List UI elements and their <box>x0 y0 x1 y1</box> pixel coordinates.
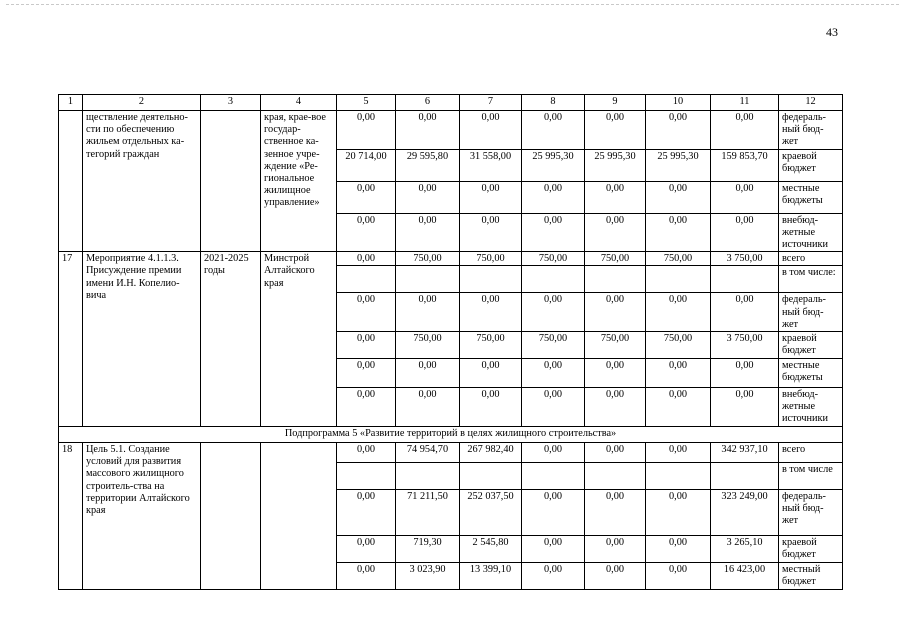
value-cell <box>396 266 460 293</box>
value-cell: 0,00 <box>522 536 585 563</box>
value-cell: 0,00 <box>337 388 396 427</box>
value-cell: 0,00 <box>646 359 711 388</box>
value-cell: 0,00 <box>337 563 396 590</box>
column-header: 11 <box>711 95 779 111</box>
funding-source-cell: всего <box>779 252 843 266</box>
value-cell: 0,00 <box>585 111 646 150</box>
value-cell <box>460 266 522 293</box>
value-cell: 159 853,70 <box>711 149 779 181</box>
funding-source-cell: внебюд-жетные источники <box>779 213 843 252</box>
value-cell: 0,00 <box>585 359 646 388</box>
funding-source-cell: краевой бюджет <box>779 149 843 181</box>
value-cell: 0,00 <box>396 111 460 150</box>
value-cell: 0,00 <box>585 490 646 536</box>
table-row <box>59 252 843 266</box>
value-cell: 0,00 <box>460 293 522 332</box>
page-number: 43 <box>826 25 838 39</box>
value-cell: 0,00 <box>396 181 460 213</box>
value-cell: 0,00 <box>337 181 396 213</box>
value-cell: 0,00 <box>711 293 779 332</box>
funding-source-cell: местные бюджеты <box>779 181 843 213</box>
value-cell <box>522 463 585 490</box>
value-cell: 0,00 <box>522 213 585 252</box>
row-number-cell <box>59 111 83 252</box>
value-cell <box>711 266 779 293</box>
funding-source-cell: краевой бюджет <box>779 536 843 563</box>
value-cell: 20 714,00 <box>337 149 396 181</box>
value-cell: 0,00 <box>646 213 711 252</box>
activity-name-cell: Мероприятие 4.1.1.3. Присуждение премии имени И.Н. Копелио-вича <box>83 252 201 427</box>
value-cell: 25 995,30 <box>585 149 646 181</box>
value-cell: 71 211,50 <box>396 490 460 536</box>
funding-source-cell: в том числе: <box>779 266 843 293</box>
value-cell <box>337 463 396 490</box>
value-cell: 0,00 <box>585 293 646 332</box>
value-cell: 0,00 <box>646 111 711 150</box>
value-cell: 267 982,40 <box>460 443 522 463</box>
value-cell: 0,00 <box>522 293 585 332</box>
value-cell: 0,00 <box>646 490 711 536</box>
value-cell: 719,30 <box>396 536 460 563</box>
value-cell: 0,00 <box>396 213 460 252</box>
value-cell: 0,00 <box>522 388 585 427</box>
value-cell: 0,00 <box>711 181 779 213</box>
value-cell: 0,00 <box>522 181 585 213</box>
value-cell: 750,00 <box>522 332 585 359</box>
value-cell: 3 750,00 <box>711 332 779 359</box>
value-cell: 750,00 <box>646 332 711 359</box>
value-cell <box>585 463 646 490</box>
value-cell: 0,00 <box>460 213 522 252</box>
column-number-row <box>59 95 843 111</box>
value-cell: 3 265,10 <box>711 536 779 563</box>
funding-source-cell: всего <box>779 443 843 463</box>
value-cell: 0,00 <box>522 359 585 388</box>
value-cell <box>646 463 711 490</box>
value-cell: 74 954,70 <box>396 443 460 463</box>
value-cell <box>396 463 460 490</box>
value-cell: 0,00 <box>585 563 646 590</box>
value-cell <box>585 266 646 293</box>
executor-cell: Минстрой Алтайского края <box>261 252 337 427</box>
value-cell: 0,00 <box>337 536 396 563</box>
value-cell: 0,00 <box>337 111 396 150</box>
value-cell: 0,00 <box>585 181 646 213</box>
column-header: 7 <box>460 95 522 111</box>
years-cell <box>201 443 261 590</box>
value-cell: 0,00 <box>585 443 646 463</box>
value-cell: 750,00 <box>396 332 460 359</box>
funding-source-cell: внебюд-жетные источники <box>779 388 843 427</box>
value-cell: 2 545,80 <box>460 536 522 563</box>
value-cell: 0,00 <box>337 490 396 536</box>
row-number-cell: 17 <box>59 252 83 427</box>
value-cell: 0,00 <box>585 213 646 252</box>
value-cell: 0,00 <box>646 443 711 463</box>
value-cell: 16 423,00 <box>711 563 779 590</box>
subprogram-title: Подпрограмма 5 «Развитие территорий в целях жилищного строительства» <box>59 427 843 443</box>
value-cell: 0,00 <box>585 388 646 427</box>
value-cell: 13 399,10 <box>460 563 522 590</box>
years-cell: 2021-2025 годы <box>201 252 261 427</box>
funding-source-cell: федераль-ный бюд-жет <box>779 111 843 150</box>
subprogram-row <box>59 427 843 443</box>
value-cell: 0,00 <box>337 443 396 463</box>
value-cell: 0,00 <box>396 388 460 427</box>
value-cell: 25 995,30 <box>646 149 711 181</box>
column-header: 3 <box>201 95 261 111</box>
value-cell: 0,00 <box>337 252 396 266</box>
value-cell: 0,00 <box>711 388 779 427</box>
value-cell: 750,00 <box>585 332 646 359</box>
column-header: 2 <box>83 95 201 111</box>
value-cell: 750,00 <box>460 332 522 359</box>
value-cell: 0,00 <box>522 111 585 150</box>
value-cell: 0,00 <box>337 359 396 388</box>
value-cell: 750,00 <box>396 252 460 266</box>
value-cell: 0,00 <box>522 490 585 536</box>
value-cell <box>460 463 522 490</box>
value-cell: 750,00 <box>585 252 646 266</box>
value-cell: 3 023,90 <box>396 563 460 590</box>
scan-edge-line <box>6 4 899 5</box>
column-header: 4 <box>261 95 337 111</box>
funding-source-cell: в том числе <box>779 463 843 490</box>
value-cell: 0,00 <box>337 293 396 332</box>
executor-cell <box>261 443 337 590</box>
funding-source-cell: местный бюджет <box>779 563 843 590</box>
value-cell: 252 037,50 <box>460 490 522 536</box>
value-cell: 0,00 <box>585 536 646 563</box>
value-cell: 0,00 <box>646 563 711 590</box>
funding-source-cell: федераль-ный бюд-жет <box>779 490 843 536</box>
column-header: 12 <box>779 95 843 111</box>
value-cell: 25 995,30 <box>522 149 585 181</box>
value-cell: 323 249,00 <box>711 490 779 536</box>
value-cell <box>522 266 585 293</box>
table-row <box>59 443 843 463</box>
value-cell: 342 937,10 <box>711 443 779 463</box>
value-cell: 0,00 <box>711 213 779 252</box>
value-cell: 0,00 <box>646 293 711 332</box>
value-cell: 0,00 <box>460 181 522 213</box>
value-cell: 29 595,80 <box>396 149 460 181</box>
value-cell: 0,00 <box>646 388 711 427</box>
value-cell: 0,00 <box>396 359 460 388</box>
funding-source-cell: федераль-ный бюд-жет <box>779 293 843 332</box>
column-header: 1 <box>59 95 83 111</box>
value-cell: 31 558,00 <box>460 149 522 181</box>
row-number-cell: 18 <box>59 443 83 590</box>
budget-table <box>58 94 843 590</box>
value-cell: 0,00 <box>337 332 396 359</box>
value-cell: 750,00 <box>460 252 522 266</box>
value-cell <box>646 266 711 293</box>
value-cell: 3 750,00 <box>711 252 779 266</box>
value-cell <box>711 463 779 490</box>
table-row <box>59 111 843 150</box>
activity-name-cell: ществление деятельно-сти по обеспечению жильем отдельных ка-тегорий граждан <box>83 111 201 252</box>
value-cell: 750,00 <box>522 252 585 266</box>
value-cell: 0,00 <box>646 181 711 213</box>
value-cell: 0,00 <box>646 536 711 563</box>
value-cell: 0,00 <box>522 563 585 590</box>
column-header: 10 <box>646 95 711 111</box>
years-cell <box>201 111 261 252</box>
value-cell <box>337 266 396 293</box>
value-cell: 0,00 <box>396 293 460 332</box>
funding-source-cell: краевой бюджет <box>779 332 843 359</box>
value-cell: 0,00 <box>460 359 522 388</box>
funding-source-cell: местные бюджеты <box>779 359 843 388</box>
column-header: 6 <box>396 95 460 111</box>
activity-name-cell: Цель 5.1. Создание условий для развития массового жилищного строитель-ства на территории Алтайского края <box>83 443 201 590</box>
executor-cell: края, крае-вое государ-ственное ка-зенное учре-ждение «Ре-гиональное жилищное управление» <box>261 111 337 252</box>
value-cell: 0,00 <box>711 359 779 388</box>
column-header: 9 <box>585 95 646 111</box>
value-cell: 0,00 <box>460 111 522 150</box>
value-cell: 0,00 <box>711 111 779 150</box>
value-cell: 750,00 <box>646 252 711 266</box>
value-cell: 0,00 <box>337 213 396 252</box>
column-header: 8 <box>522 95 585 111</box>
value-cell: 0,00 <box>522 443 585 463</box>
column-header: 5 <box>337 95 396 111</box>
value-cell: 0,00 <box>460 388 522 427</box>
